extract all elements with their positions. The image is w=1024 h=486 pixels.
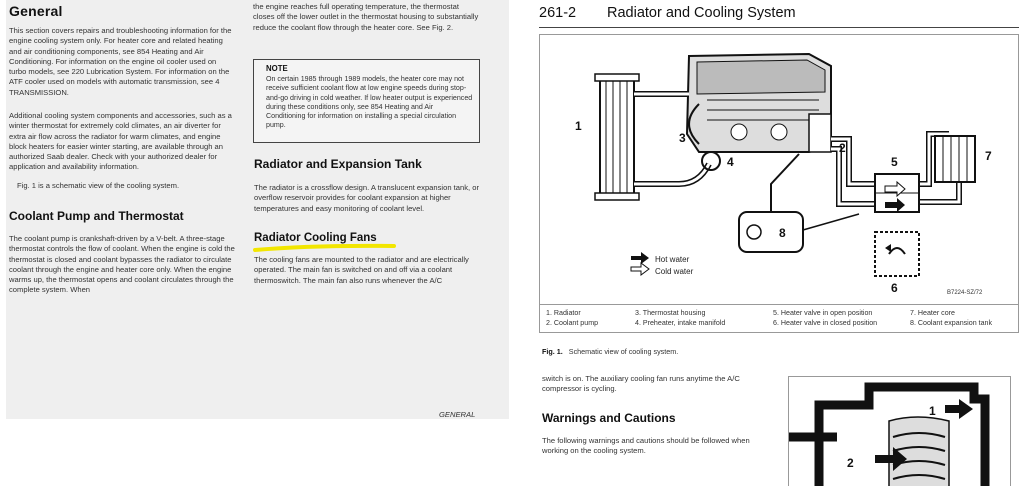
heading-pump-thermostat: Coolant Pump and Thermostat (9, 209, 184, 223)
cooling-schematic (539, 34, 1019, 304)
legend-item-8: 8. Coolant expansion tank (910, 319, 993, 327)
para-fig-ref: Fig. 1 is a schematic view of the cooling system. (17, 181, 180, 190)
heater-valve-closed-shape (875, 232, 919, 276)
radiator-shape (595, 74, 639, 200)
note-body: On certain 1985 through 1989 models, the heater core may not receive sufficient coolant flow at low engine speeds during stop-and-go driving in cold weather. If low heater output is experienced during these conditions only, see 854 Heating and Air Conditioning for information on installing a special circulation pump. (266, 75, 473, 130)
heading-cooling-fans: Radiator Cooling Fans (254, 232, 377, 244)
figure-caption-text: Schematic view of cooling system. (568, 347, 679, 356)
figure-caption-label: Fig. 1. (542, 347, 563, 356)
footer-general: GENERAL (439, 410, 476, 419)
fig2-label-1: 1 (929, 404, 936, 418)
heading-general: General (9, 3, 63, 19)
page-number: 261-2 (539, 5, 577, 21)
title-rule (539, 27, 1019, 28)
thermostat-drawing (789, 377, 1011, 486)
engine-shape (687, 54, 831, 152)
para-radiator: The radiator is a crossflow design. A translucent expansion tank, or overflow reservoir provides for coolant expansion at higher temperatures and easy monitoring of coolant level. (254, 183, 479, 213)
label-4: 4 (727, 155, 734, 169)
flow-arrow-1 (945, 399, 973, 419)
hot-water-arrow (631, 252, 649, 264)
cold-water-label: Cold water (655, 267, 694, 276)
label-1: 1 (575, 119, 582, 133)
heading-warnings: Warnings and Cautions (542, 411, 676, 425)
note-title: NOTE (266, 64, 288, 73)
para-fans: The cooling fans are mounted to the radiator and are electrically operated. The main fan is switched on and off via a coolant thermoswitch. The main fan also runs whenever the A/C (254, 255, 469, 285)
heater-core-shape (935, 136, 975, 182)
label-3: 3 (679, 131, 686, 145)
legend-item-7: 7. Heater core (910, 309, 955, 317)
para-pump: The coolant pump is crankshaft-driven by a V-belt. A three-stage thermostat controls the flow of coolant. When the engine is cold the thermostat is closed and coolant bypasses the radiator to circulate coolant through the engine and heater core only. When the engine warms up, the thermostat opens and coolant circulates through the complete system. When (9, 234, 235, 295)
highlight-stroke (255, 246, 394, 250)
cold-water-arrow (631, 263, 649, 275)
thermostat-figure-frame (788, 376, 1011, 486)
para-additional: Additional cooling system components and accessories, such as a winter thermostat for extremely cold climates, an air diverter for extra air flow across the radiator for warm climates, and engine block heaters for easier winter starting, are available through an authorized Saab dealer. Check with your authorized dealer for application and availability information. (9, 111, 232, 172)
legend-item-3: 3. Thermostat housing (635, 309, 706, 317)
para-fans-cont: switch is on. The auxiliary cooling fan runs anytime the A/C compressor is cycling. (542, 374, 740, 394)
diagram-code: B7224-SZ/72 (947, 290, 983, 296)
page-title: Radiator and Cooling System (607, 5, 796, 21)
legend-item-2: 2. Coolant pump (546, 319, 599, 327)
fig2-label-2: 2 (847, 456, 854, 470)
label-8: 8 (779, 226, 786, 240)
legend-item-1: 1. Radiator (546, 309, 581, 317)
heater-valve-open-shape (875, 174, 919, 212)
para-thermostat-cont: the engine reaches full operating temperature, the thermostat closes off the lower outlet in the thermostat housing to substantially reduce the coolant flow through the heater core. See Fig. 2. (253, 2, 479, 32)
label-6: 6 (891, 281, 898, 295)
note-box (253, 59, 480, 143)
left-page (6, 0, 509, 419)
label-2: 2 (839, 141, 846, 155)
highlight-mark (252, 242, 398, 254)
right-page (517, 0, 1024, 486)
legend-item-4: 4. Preheater, intake manifold (635, 319, 726, 327)
hot-water-label: Hot water (655, 255, 690, 264)
para-warnings: The following warnings and cautions should be followed when working on the cooling system. (542, 436, 750, 456)
legend-item-6: 6. Heater valve in closed position (773, 319, 878, 327)
figure-caption (542, 347, 678, 356)
label-5: 5 (891, 155, 898, 169)
para-general: This section covers repairs and troubleshooting information for the engine cooling system only. For heater core and related heating and air conditioning components, see 854 Heating and Air Conditioning. For information on the engine oil cooler used on turbo models, see 220 Lubrication System. For information on the ATF cooler used on models with automatic transmission, see 4 TRANSMISSION. (9, 26, 232, 97)
label-7: 7 (985, 149, 992, 163)
heading-radiator-expansion: Radiator and Expansion Tank (254, 157, 422, 171)
preheater-shape (702, 152, 720, 170)
legend-rule (539, 304, 1019, 305)
legend-item-5: 5. Heater valve in open position (773, 309, 873, 317)
